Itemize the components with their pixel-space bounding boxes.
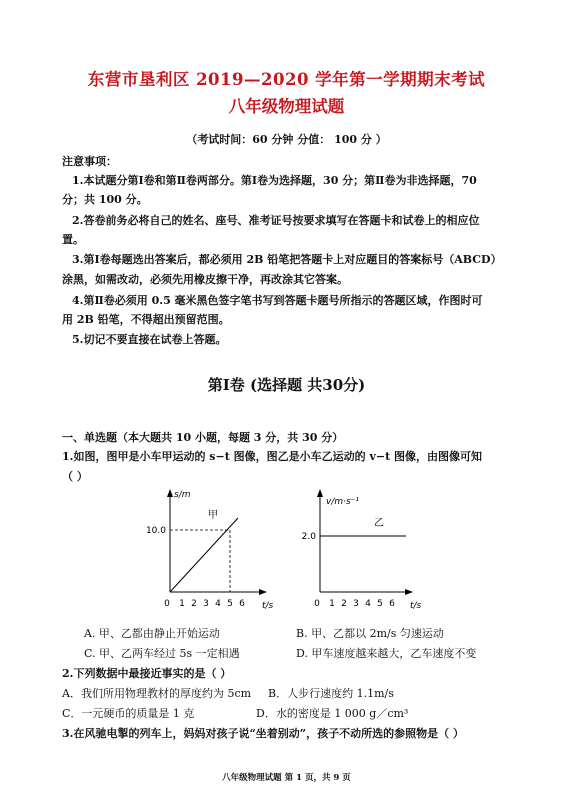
page-footer: 八年级物理试题 第 1 页，共 9 页	[222, 773, 351, 783]
notes-heading: 注意事项：	[62, 155, 117, 168]
graph-jia	[145, 484, 280, 612]
jia-line	[170, 518, 238, 592]
note-line: 4.第Ⅱ卷必须用 0.5 毫米黑色签字笔书写到答题卡题号所指示的答题区域，作图时可	[72, 294, 483, 307]
note-line: 1.本试题分第Ⅰ卷和第Ⅱ卷两部分。第Ⅰ卷为选择题，30 分；第Ⅱ卷为非选择题，70	[72, 174, 477, 187]
jia-x-tick: 2	[191, 599, 197, 609]
yi-y-label: v/m·s⁻¹	[326, 497, 360, 507]
jia-x-tick: 3	[203, 599, 209, 609]
q2-stem: 2.下列数据中最接近事实的是（ ）	[62, 667, 232, 680]
jia-y-tick: 10.0	[145, 526, 166, 536]
note-line: 3.第Ⅰ卷每题选出答案后，都必须用 2B 铅笔把答题卡上对应题目的答案标号（ABCD）	[72, 253, 502, 266]
exam-info: （考试时间：60 分钟 分值： 100 分 ）	[186, 133, 387, 146]
yi-x-tick: 3	[353, 599, 359, 609]
note-line: 2.答卷前务必将自己的姓名、座号、准考证号按要求填写在答题卡和试卷上的相应位	[72, 214, 480, 227]
jia-x-tick: 1	[179, 599, 185, 609]
jia-x-tick: 0	[164, 599, 170, 609]
q1-option-b: B. 甲、乙都以 2m/s 匀速运动	[296, 627, 444, 640]
q1-stem-bracket: （ ）	[62, 470, 88, 483]
note-line: 用 2B 铅笔，不得超出预留范围。	[62, 313, 230, 326]
note-line: 置。	[62, 233, 84, 246]
yi-x-tick: 2	[341, 599, 347, 609]
jia-x-label: t/s	[262, 601, 274, 611]
q2-option-c: C．一元硬币的质量是 1 克	[62, 707, 195, 720]
jia-x-tick: 5	[227, 599, 233, 609]
q2-option-d: D．水的密度是 1 000 g／cm³	[256, 707, 409, 720]
yi-series-label: 乙	[374, 518, 384, 529]
q2-option-a: A．我们所用物理教材的厚度约为 5cm	[62, 687, 252, 700]
exam-title: 东营市垦利区 2019—2020 学年第一学期期末考试	[87, 70, 486, 89]
part-heading: 一、单选题（本大题共 10 小题，每题 3 分，共 30 分）	[62, 431, 344, 444]
graph-yi	[296, 484, 431, 612]
note-line: 分；共 100 分。	[62, 193, 148, 206]
note-line: 涂黑，如需改动，必须先用橡皮擦干净，再改涂其它答案。	[62, 273, 348, 286]
jia-series-label: 甲	[208, 510, 218, 521]
jia-x-tick: 4	[215, 599, 221, 609]
q1-stem: 1.如图，图甲是小车甲运动的 s−t 图像，图乙是小车乙运动的 v−t 图像，由图像可知	[62, 450, 482, 463]
section-title: 第Ⅰ卷 (选择题 共30分)	[207, 376, 366, 394]
q3-stem: 3.在风驰电掣的列车上，妈妈对孩子说“坐着别动”，孩子不动所选的参照物是（ ）	[62, 727, 464, 740]
yi-x-tick: 1	[329, 599, 335, 609]
note-line: 5.切记不要直接在试卷上答题。	[72, 333, 227, 346]
jia-x-tick: 6	[239, 599, 245, 609]
yi-x-tick: 5	[377, 599, 383, 609]
yi-y-tick: 2.0	[301, 532, 316, 542]
yi-x-tick: 0	[314, 599, 320, 609]
q1-option-d: D. 甲车速度越来越大，乙车速度不变	[296, 647, 477, 660]
q1-option-c: C. 甲、乙两车经过 5s 一定相遇	[84, 647, 240, 660]
yi-x-tick: 6	[389, 599, 395, 609]
yi-x-label: t/s	[410, 601, 422, 611]
q1-option-a: A. 甲、乙都由静止开始运动	[84, 627, 220, 640]
jia-y-label: s/m	[174, 490, 191, 500]
q2-option-b: B．人步行速度约 1.1m/s	[268, 687, 394, 700]
exam-subtitle: 八年级物理试题	[228, 97, 345, 116]
yi-x-tick: 4	[365, 599, 371, 609]
